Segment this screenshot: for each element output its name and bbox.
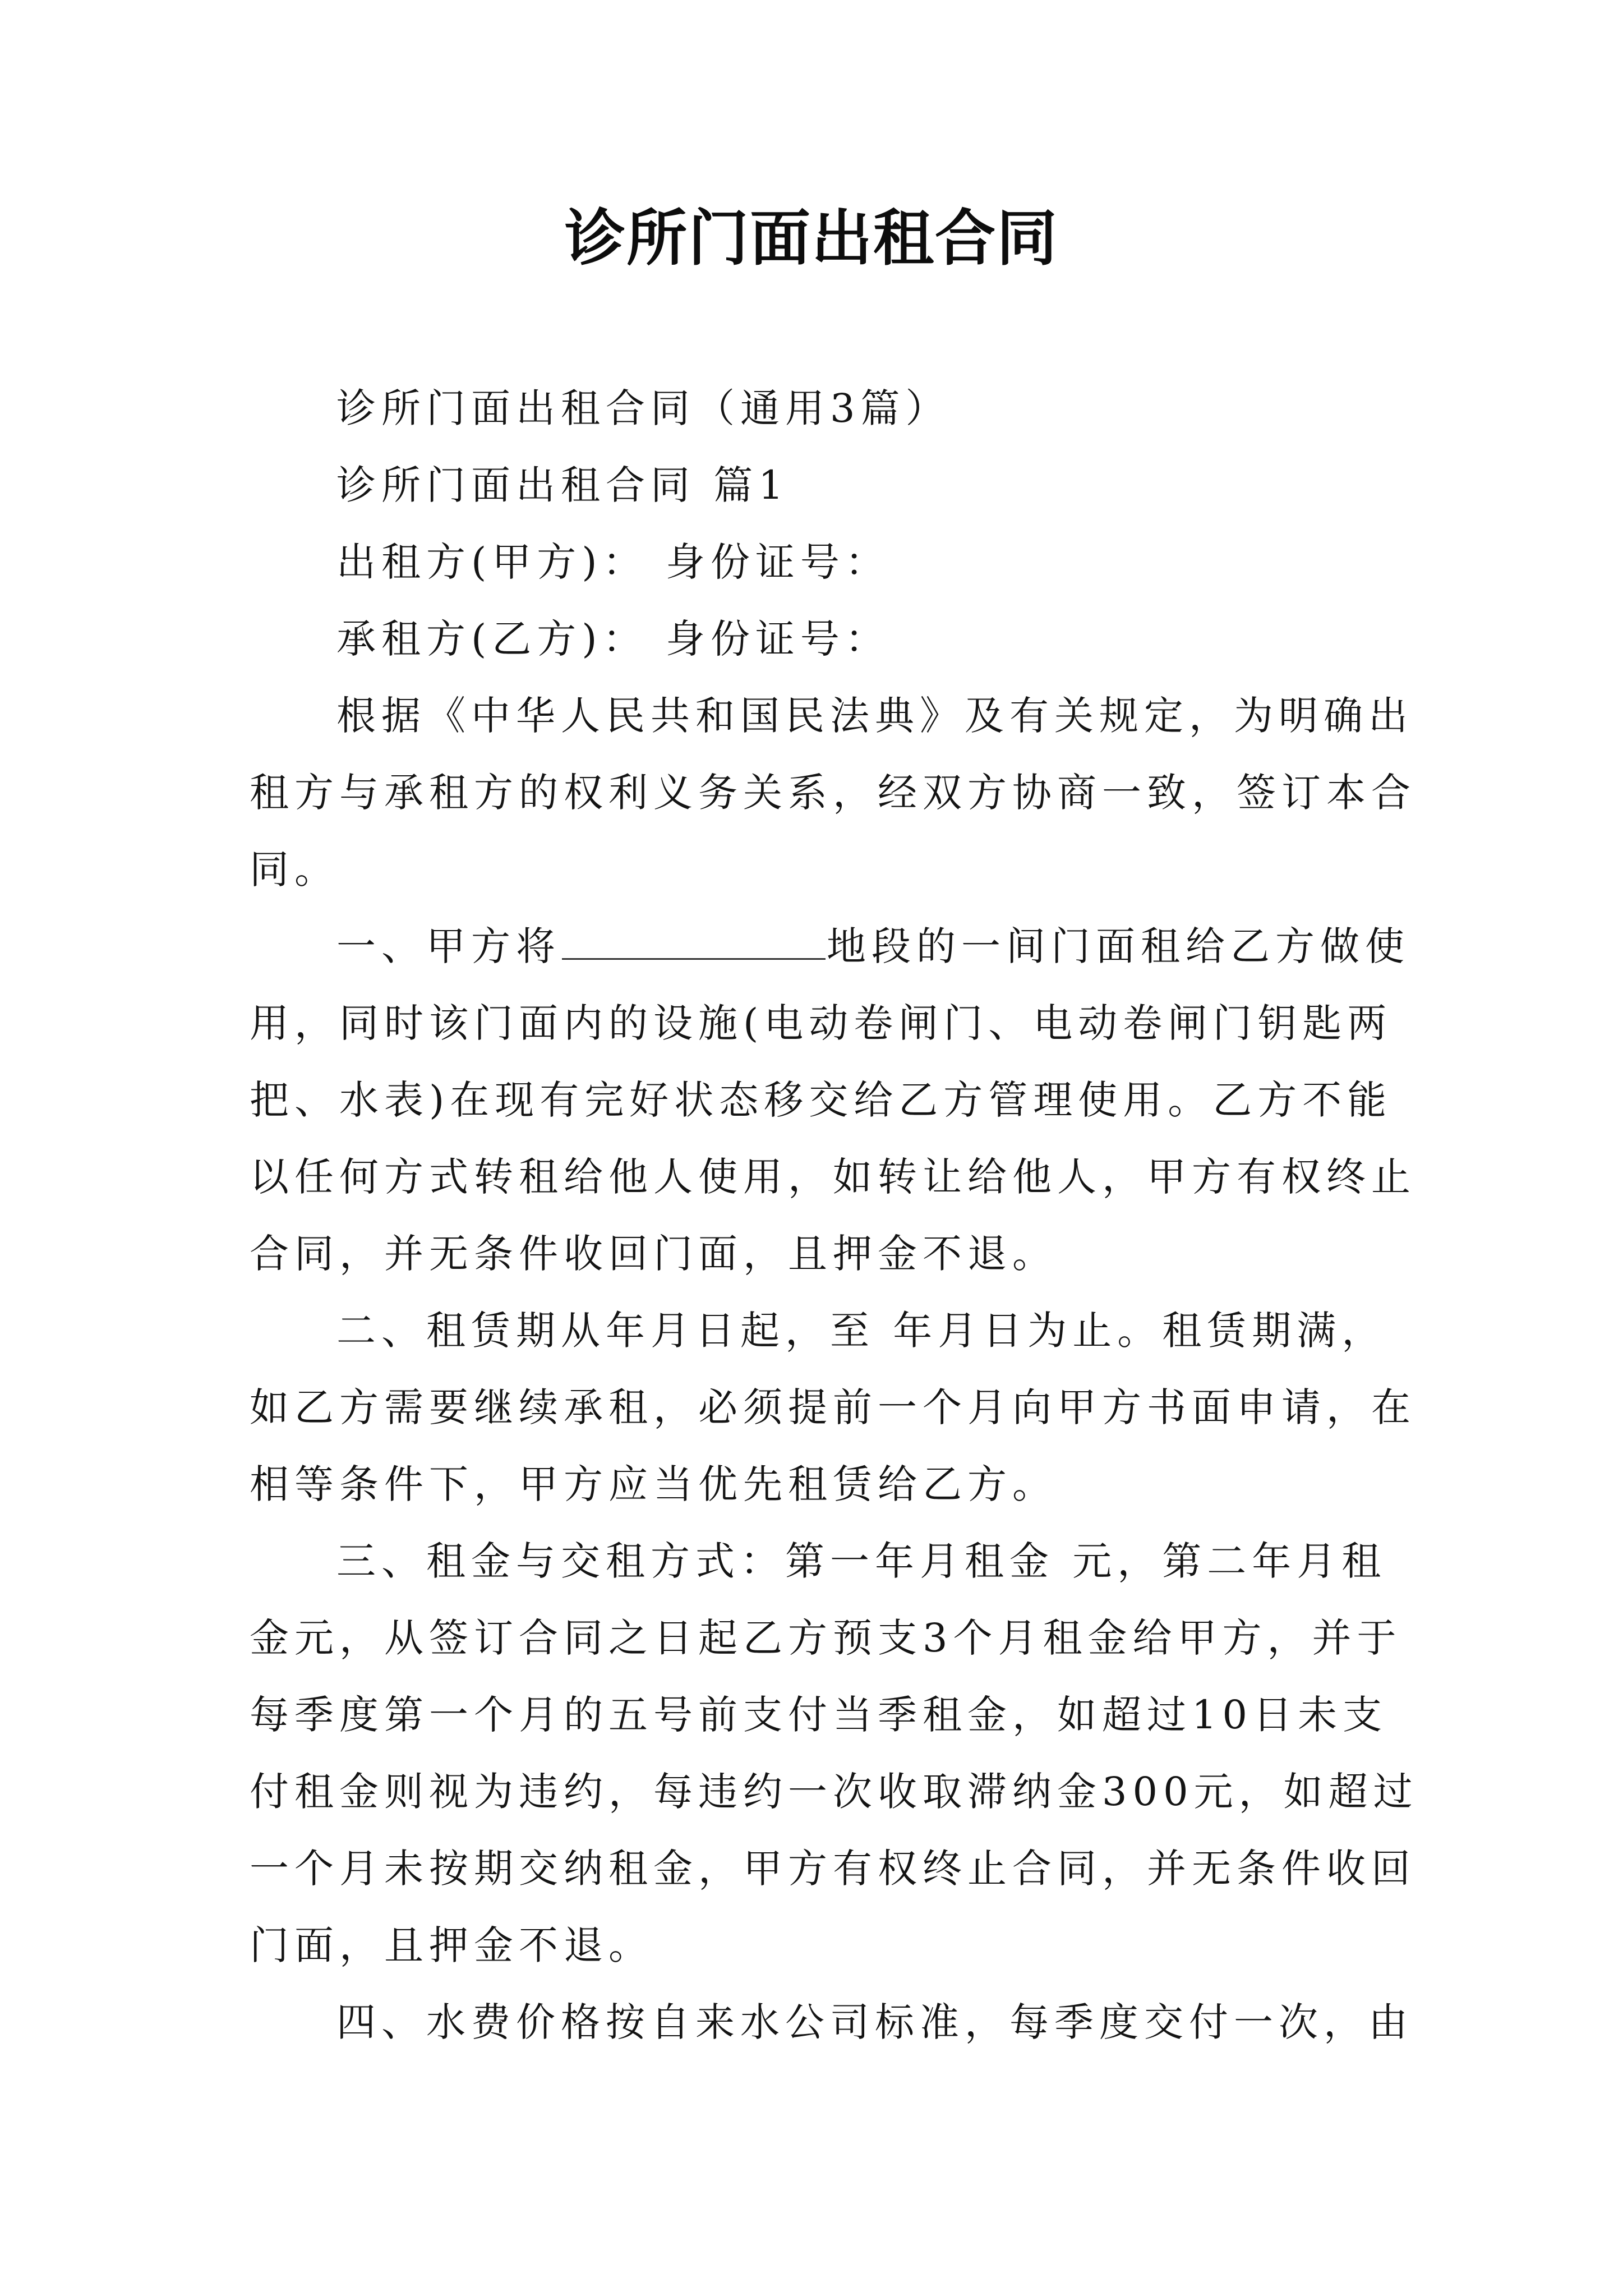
blank-fill-line — [562, 924, 826, 960]
paragraph-line: 租方与承租方的权利义务关系，经双方协商一致，签订本合 — [250, 770, 1416, 816]
paragraph-line: 二、租赁期从年月日起，至 年月日为止。租赁期满， — [336, 1308, 1387, 1354]
paragraph-line: 用，同时该门面内的设施(电动卷闸门、电动卷闸门钥匙两 — [250, 1000, 1393, 1046]
clause-1-first-line — [250, 908, 1410, 985]
paragraph-line: 四、水费价格按自来水公司标准，每季度交付一次，由 — [336, 1999, 1413, 2045]
clause-1-suffix: 地段的一间门面租给乙方做使 — [827, 923, 1410, 969]
clause-1-prefix: 一、甲方将 — [336, 923, 561, 969]
paragraph-line: 相等条件下，甲方应当优先租赁给乙方。 — [250, 1461, 1057, 1507]
paragraph-line: 每季度第一个月的五号前支付当季租金，如超过10日未支 — [250, 1692, 1388, 1738]
paragraph-line: 一个月未按期交纳租金，甲方有权终止合同，并无条件收回 — [250, 1846, 1416, 1892]
document-body — [250, 370, 1418, 2061]
subtitle-line: 诊所门面出租合同（通用3篇） — [336, 385, 951, 431]
paragraph-line: 合同，并无条件收回门面，且押金不退。 — [250, 1231, 1057, 1277]
paragraph-line: 金元，从签订合同之日起乙方预支3个月租金给甲方，并于 — [250, 1615, 1402, 1661]
lessee-line: 承租方(乙方)： 身份证号： — [336, 616, 890, 662]
lessor-line: 出租方(甲方)： 身份证号： — [336, 539, 890, 585]
paragraph-line: 门面，且押金不退。 — [250, 1922, 653, 1968]
paragraph-line: 根据《中华人民共和国民法典》及有关规定，为明确出 — [336, 693, 1413, 739]
paragraph-line: 付租金则视为违约，每违约一次收取滞纳金300元，如超过 — [250, 1769, 1418, 1815]
paragraph-line: 如乙方需要继续承租，必须提前一个月向甲方书面申请，在 — [250, 1384, 1416, 1430]
paragraph-line: 三、租金与交租方式：第一年月租金 元，第二年月租 — [336, 1538, 1387, 1584]
paragraph-line: 以任何方式转租给他人使用，如转让给他人，甲方有权终止 — [250, 1154, 1416, 1200]
document-title: 诊所门面出租合同 — [564, 203, 1058, 274]
section-heading: 诊所门面出租合同 篇1 — [336, 462, 789, 508]
paragraph-line: 同。 — [250, 846, 339, 892]
paragraph-line: 把、水表)在现有完好状态移交给乙方管理使用。乙方不能 — [250, 1077, 1393, 1123]
